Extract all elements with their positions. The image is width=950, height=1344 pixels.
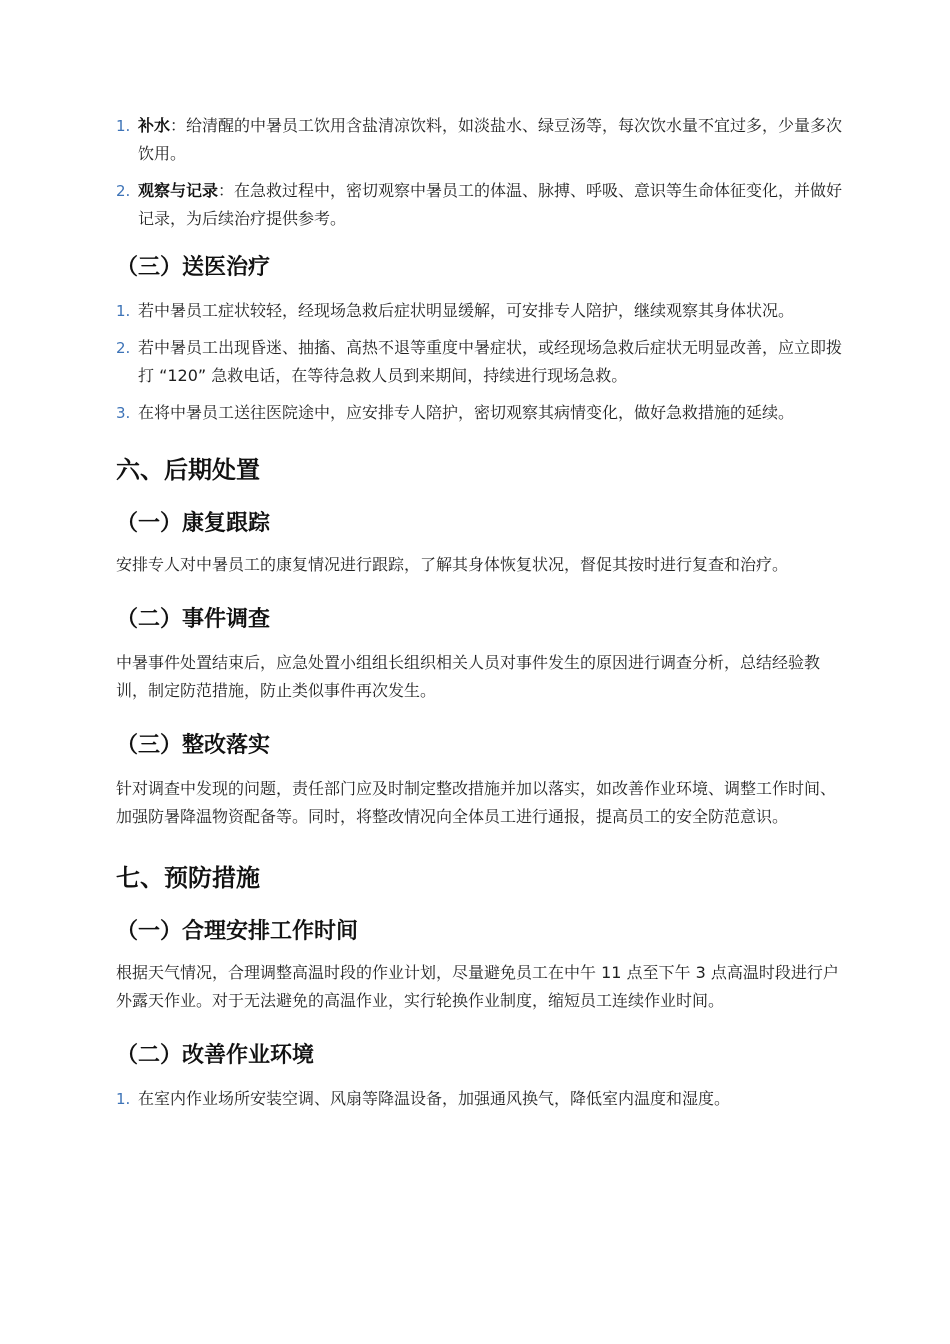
list-number: 1. bbox=[116, 302, 131, 320]
list-item-text: 在将中暑员工送往医院途中，应安排专人陪护，密切观察其病情变化，做好急救措施的延续。 bbox=[138, 403, 795, 422]
paragraph-investigation: 中暑事件处置结束后，应急处置小组组长组织相关人员对事件发生的原因进行调查分析，总结经验教训，制定防范措施，防止类似事件再次发生。 bbox=[116, 653, 821, 700]
list-item-bold: 补水 bbox=[138, 116, 171, 135]
document-page bbox=[116, 112, 851, 1122]
list-item bbox=[116, 177, 851, 233]
list-item bbox=[116, 399, 851, 427]
list-item bbox=[116, 1085, 851, 1113]
section-heading-hospital: （三）送医治疗 bbox=[116, 255, 271, 280]
environment-list bbox=[116, 1085, 851, 1113]
section-heading-schedule: （一）合理安排工作时间 bbox=[116, 919, 359, 944]
section-heading-rectification: （三）整改落实 bbox=[116, 733, 271, 758]
list-item-text: 在室内作业场所安装空调、风扇等降温设备，加强通风换气，降低室内温度和湿度。 bbox=[138, 1089, 731, 1108]
list-number: 1. bbox=[116, 117, 131, 135]
section-heading-recovery: （一）康复跟踪 bbox=[116, 511, 271, 536]
list-number: 3. bbox=[116, 404, 131, 422]
list-item bbox=[116, 334, 851, 390]
section-heading-investigation: （二）事件调查 bbox=[116, 607, 271, 632]
water-list bbox=[116, 112, 851, 233]
list-item-text: 若中暑员工出现昏迷、抽搐、高热不退等重度中暑症状，或经现场急救后症状无明显改善，应立即拨打 “120” 急救电话，在等待急救人员到来期间，持续进行现场急救。 bbox=[138, 338, 843, 385]
list-item bbox=[116, 297, 851, 325]
hospital-list bbox=[116, 297, 851, 427]
paragraph-recovery: 安排专人对中暑员工的康复情况进行跟踪，了解其身体恢复状况，督促其按时进行复查和治疗。 bbox=[116, 555, 789, 574]
list-item-text: ：在急救过程中，密切观察中暑员工的体温、脉搏、呼吸、意识等生命体征变化，并做好记录，为后续治疗提供参考。 bbox=[138, 181, 843, 228]
list-number: 1. bbox=[116, 1090, 131, 1108]
list-number: 2. bbox=[116, 182, 131, 200]
list-item-text: ：给清醒的中暑员工饮用含盐清凉饮料，如淡盐水、绿豆汤等，每次饮水量不宜过多，少量多次饮用。 bbox=[138, 116, 843, 163]
chapter-heading-prevention: 七、预防措施 bbox=[116, 864, 260, 892]
list-item bbox=[116, 112, 851, 168]
paragraph-schedule: 根据天气情况，合理调整高温时段的作业计划，尽量避免员工在中午 11 点至下午 3 点高温时段进行户外露天作业。对于无法避免的高温作业，实行轮换作业制度，缩短员工连续作业时间。 bbox=[116, 963, 839, 1010]
section-heading-environment: （二）改善作业环境 bbox=[116, 1043, 315, 1068]
list-number: 2. bbox=[116, 339, 131, 357]
list-item-bold: 观察与记录 bbox=[138, 181, 219, 200]
list-item-text: 若中暑员工症状较轻，经现场急救后症状明显缓解，可安排专人陪护，继续观察其身体状况。 bbox=[138, 301, 795, 320]
paragraph-rectification: 针对调查中发现的问题，责任部门应及时制定整改措施并加以落实，如改善作业环境、调整工作时间、加强防暑降温物资配备等。同时，将整改情况向全体员工进行通报，提高员工的安全防范意识。 bbox=[116, 779, 837, 826]
chapter-heading-aftermath: 六、后期处置 bbox=[116, 456, 260, 484]
